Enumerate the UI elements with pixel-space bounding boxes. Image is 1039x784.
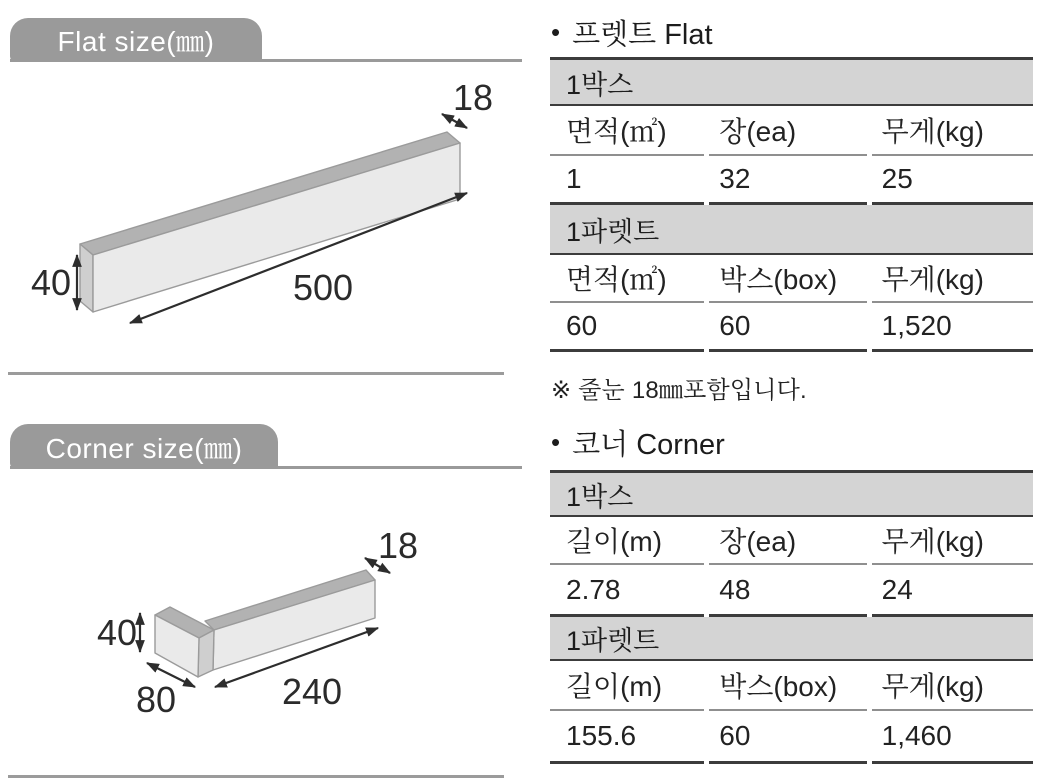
column-header: 장(ea) [709,106,866,156]
table-value: 2.78 [550,565,704,617]
table-value: 1,520 [872,303,1033,352]
flat-pallet-band: 1파렛트 [550,205,1033,255]
flat-size-tab [10,18,262,62]
table-value: 60 [709,711,866,764]
corner-section-title [551,422,725,463]
column-header: 면적(㎡) [550,106,704,156]
corner-inner-face [198,630,214,677]
left-panel-divider-bottom [8,775,504,778]
flat-header-rule [10,59,522,62]
flat-depth-label: 18 [452,77,494,118]
table-value: 60 [709,303,866,352]
flat-pallet-value-row [550,303,1033,352]
corner-spec-table [550,470,1033,764]
flat-brick-end-face [80,244,93,312]
column-header: 길이(m) [550,661,704,711]
corner-section-title-text: 코너 Corner [572,429,725,461]
corner-box-header-row [550,517,1033,565]
corner-size-tab-label: Corner size(㎜) [45,432,243,464]
corner-brick-diagram [0,470,520,770]
flat-table-note: ※ 줄눈 18㎜포함입니다. [551,377,807,404]
flat-size-tab-label: Flat size(㎜) [57,26,215,57]
corner-depth-label: 18 [377,525,419,566]
corner-size-tab [10,424,278,469]
flat-section-title [551,12,713,53]
column-header: 장(ea) [709,517,866,565]
corner-length-label: 240 [281,671,343,712]
table-value: 24 [872,565,1033,617]
flat-brick-diagram [0,70,520,370]
corner-pallet-value-row [550,711,1033,764]
table-value: 60 [550,303,704,352]
corner-box-value-row [550,565,1033,617]
flat-pallet-header-row [550,255,1033,303]
flat-height-label: 40 [30,262,72,303]
table-value: 1,460 [872,711,1033,764]
flat-length-label: 500 [292,267,354,308]
table-value: 32 [709,156,866,205]
left-panel-divider-top [8,372,504,375]
flat-box-value-row [550,156,1033,205]
bullet-icon: • [551,426,561,457]
flat-box-band: 1박스 [550,60,1033,106]
corner-box-band: 1박스 [550,473,1033,517]
column-header: 무게(kg) [872,255,1033,303]
column-header: 길이(m) [550,517,704,565]
flat-section-title-text: 프렛트 Flat [572,19,713,51]
corner-pallet-header-row [550,661,1033,711]
column-header: 박스(box) [709,661,866,711]
corner-width-label: 80 [135,679,177,720]
bullet-icon: • [551,16,561,47]
table-value: 48 [709,565,866,617]
corner-height-label: 40 [96,612,138,653]
corner-pallet-band: 1파렛트 [550,617,1033,661]
column-header: 면적(㎡) [550,255,704,303]
corner-header-rule [10,466,522,469]
flat-spec-table [550,57,1033,352]
flat-box-header-row [550,106,1033,156]
column-header: 박스(box) [709,255,866,303]
column-header: 무게(kg) [872,517,1033,565]
column-header: 무게(kg) [872,106,1033,156]
column-header: 무게(kg) [872,661,1033,711]
table-value: 1 [550,156,704,205]
table-value: 155.6 [550,711,704,764]
table-value: 25 [872,156,1033,205]
